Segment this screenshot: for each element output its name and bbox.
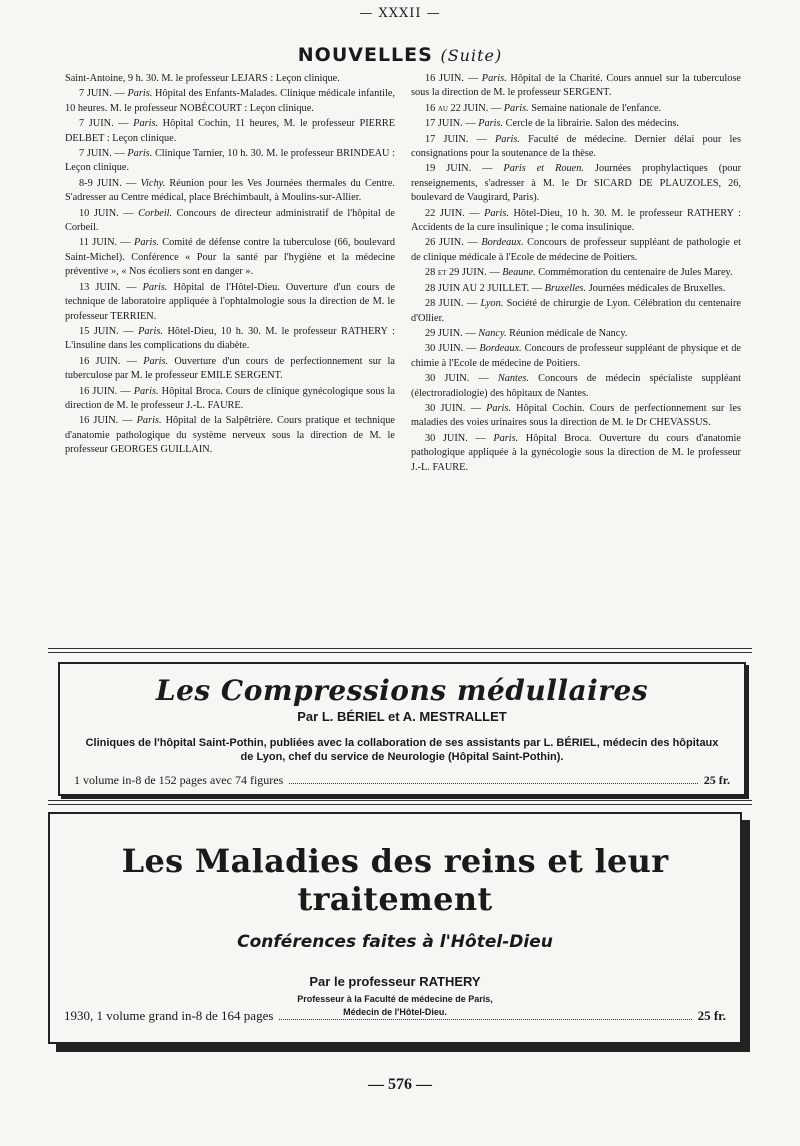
advert-authors: Par L. BÉRIEL et A. MESTRALLET [297,709,507,724]
entry-text: Hôpital Cochin, 11 heures, M. le professeur PIERRE DELBET : Leçon clinique. [65,118,395,144]
entry-city: Lyon. [480,298,504,310]
news-entry: 30 JUIN. — Bordeaux. Concours de professeur suppléant de physique et de chimie à l'Ecole de médecine de Poitiers. [411,343,741,369]
entry-city: Paris. [136,415,162,427]
entry-date: 16 JUIN. [79,385,118,397]
entry-city: Paris. [478,118,504,130]
news-entry: 11 JUIN. — Paris. Comité de défense contre la tuberculose (66, boulevard Saint-Michel). Conférence « Pour la santé par l'hygiène et la médecine préventive », « Nos écoliers sont en danger ». [65,237,395,278]
entry-date: 17 JUIN. [425,133,469,145]
entry-city: Paris et Rouen. [503,163,584,175]
entry-text: Hôpital de la Salpêtrière. Cours pratique et technique d'anatomie pathologique du système nerveux sous la direction de M. le professeur GEORGES GUILLAIN. [65,415,395,456]
entry-city: Paris. [127,88,153,100]
news-entry: 16 JUIN. — Paris. Hôpital de la Salpêtrière. Cours pratique et technique d'anatomie pathologique du système nerveux sous la direction de M. le professeur GEORGES GUILLAIN. [65,415,395,456]
left-column [65,72,395,642]
entry-text: Réunion médicale de Nancy. [506,327,628,339]
entry-text: Comité de défense contre la tuberculose (66, boulevard Saint-Michel). Conférence « Pour la santé par l'hygiène et la médecine préventive », « Nos écoliers sont en danger ». [65,237,395,278]
entry-text: Hôpital Cochin. Cours de perfectionnement sur les maladies des voies urinaires sous la direction de M. le Dr CHEVASSUS. [411,402,741,429]
entry-date: 11 JUIN. [79,237,118,249]
news-entry: 16 JUIN. — Paris. Ouverture d'un cours de perfectionnement sur la tuberculose par M. le professeur EMILE SERGENT. [65,355,395,382]
entry-city: Paris. [493,432,519,444]
entry-date: 28 JUIN. [425,298,464,310]
advert-title: Les Maladies des reins et leur traitement [121,842,669,918]
advert-compressions [58,662,746,796]
advert-volume: 1930, 1 volume grand in-8 de 164 pages [64,1008,274,1023]
entry-date: 22 JUIN. [425,207,465,219]
news-entry: 30 JUIN. — Paris. Hôpital Cochin. Cours de perfectionnement sur les maladies des voies urinaires sous la direction de M. le Dr CHEVASSUS. [411,402,741,429]
entry-city: Paris. [143,355,169,367]
entry-text: Commémoration du centenaire de Jules Marey. [535,267,733,279]
section-title-suffix: (Suite) [440,46,503,65]
entry-text: Hôpital des Enfants-Malades. Clinique médicale infantile, 10 heures. M. le professeur NOBÉCOURT : Leçon clinique. [65,88,395,114]
news-entry: 30 JUIN. — Nantes. Concours de médecin spécialiste suppléant (électroradiologie) des hôpitaux de Nantes. [411,373,741,399]
advert-subtitle: Conférences faites à l'Hôtel-Dieu [237,932,553,952]
news-entry: 17 JUIN. — Paris. Cercle de la librairie. Salon des médecins. [425,118,679,130]
advert-price-line [74,773,730,788]
news-entry: 16 JUIN. — Paris. Hôpital de la Charité. Cours annuel sur la tuberculose sous la direction de M. le professeur SERGENT. [411,73,741,99]
entry-text: Hôtel-Dieu, 10 h. 30. M. le professeur RATHERY : L'insuline dans les complications du diabète. [65,325,395,352]
entry-date: 29 JUIN. [425,327,463,339]
entry-city: Paris. [486,402,511,414]
section-title [0,44,800,66]
news-entry: 28 JUIN. — Lyon. Société de chirurgie de Lyon. Célébration du centenaire d'Ollier. [411,298,741,324]
entry-text: Concours de médecin spécialiste suppléant (électroradiologie) des hôpitaux de Nantes. [411,373,741,399]
news-entry: 26 JUIN. — Bordeaux. Concours de professeur suppléant de pathologie et de clinique médicale à l'Ecole de médecine de Poitiers. [411,237,741,263]
news-entry: 29 JUIN. — Nancy. Réunion médicale de Nancy. [425,327,628,339]
entry-city: Nantes. [497,373,530,385]
news-entry: 16 JUIN. — Paris. Hôpital Broca. Cours de clinique gynécologique sous la direction de M. le professeur J.-L. FAURE. [65,385,395,411]
entry-date: 30 JUIN. [425,373,470,385]
entry-text: Journées prophylactiques (pour renseignements, s'adresser à M. le Dr SICARD DE PLAUZOLES, 26, boulevard de Vaugirard, Paris). [411,163,741,204]
news-entry: 28 JUIN AU 2 JUILLET. — Bruxelles. Journées médicales de Bruxelles. [425,282,726,294]
affiliation-line: Médecin de l'Hôtel-Dieu. [343,1007,447,1017]
entry-text: Hôpital Broca. Cours de clinique gynécologique sous la direction de M. le professeur J.-L. FAURE. [65,385,395,411]
entry-city: Paris. [503,102,529,114]
entry-city: Paris. [138,325,163,337]
entry-text: Hôtel-Dieu, 10 h. 30. M. le professeur RATHERY : Accidents de la cure insulinique ; le coma insulinique. [411,207,741,234]
entry-city: Beaune. [502,267,536,279]
entry-date: 16 au 22 JUIN. [425,102,489,114]
divider-rule [48,648,752,653]
entry-city: Corbeil. [138,207,173,219]
entry-text: Faculté de médecine. Dernier délai pour les consignations pour la soutenance de la thèse. [411,133,741,160]
entry-date: 10 JUIN. [79,207,119,219]
entry-city: Paris. [484,207,509,219]
entry-city: Vichy. [140,177,166,189]
entry-city: Paris. [127,148,153,160]
entry-text: Société de chirurgie de Lyon. Célébration du centenaire d'Ollier. [411,298,741,324]
section-title-text: NOUVELLES [297,44,433,66]
news-entry: 19 JUIN. — Paris et Rouen. Journées prophylactiques (pour renseignements, s'adresser à M. le Dr SICARD DE PLAUZOLES, 26, boulevard de Vaugirard, Paris). [411,163,741,204]
news-entry: 13 JUIN. — Paris. Hôpital de l'Hôtel-Dieu. Ouverture d'un cours de technique de laboratoire appliquée à l'ophtalmologie sous la direction de M. le professeur TERRIEN. [65,281,395,322]
advert-description: Cliniques de l'hôpital Saint-Pothin, publiées avec la collaboration de ses assistants par L. BÉRIEL, médecin des hôpitaux de Lyon, chef du service de Neurologie (Hôpital Saint-Pothin). [85,737,719,763]
entry-text: Saint-Antoine, 9 h. 30. M. le professeur LEJARS : Leçon clinique. [65,73,340,84]
entry-text: Réunion pour les Ves Journées thermales du Centre. S'adresser au Centre médical, place Bréchimbault, à Moulins-sur-Allier. [65,177,395,204]
entry-date: 30 JUIN. [425,432,468,444]
entry-date: 7 JUIN. [79,148,112,160]
advert-maladies-reins [48,812,742,1044]
entry-text: Hôpital de l'Hôtel-Dieu. Ouverture d'un cours de technique de laboratoire appliquée à l'ophtalmologie sous la direction de M. le professeur TERRIEN. [65,281,395,322]
entry-city: Bordeaux. [481,237,524,249]
divider-rule [48,800,752,805]
entry-city: Paris. [133,385,159,397]
entry-date: 16 JUIN. [79,355,121,367]
news-entry [65,72,395,86]
entry-text: Clinique Tarnier, 10 h. 30. M. le professeur BRINDEAU : Leçon clinique. [65,148,396,174]
entry-date: 7 JUIN. [79,88,112,100]
entry-city: Paris. [134,237,159,249]
entry-date: 28 et 29 JUIN. [425,267,487,279]
advert-volume: 1 volume in-8 de 152 pages avec 74 figures [74,773,284,787]
entry-city: Paris. [481,73,507,84]
entry-text: Hôpital Broca. Ouverture du cours d'anatomie pathologique appliquée à la gynécologie sous la direction de M. le professeur J.-L. FAURE. [411,432,741,473]
entry-text: Ouverture d'un cours de perfectionnement sur la tuberculose par M. le professeur EMILE SERGENT. [65,355,395,382]
leader-dots [279,1008,691,1020]
page-number: — 576 — [368,1076,432,1093]
news-entry: 30 JUIN. — Paris. Hôpital Broca. Ouverture du cours d'anatomie pathologique appliquée à la gynécologie sous la direction de M. le professeur J.-L. FAURE. [411,432,741,473]
entry-city: Paris. [142,281,168,293]
entry-date: 26 JUIN. [425,237,464,249]
entry-text: Hôpital de la Charité. Cours annuel sur la tuberculose sous la direction de M. le professeur SERGENT. [411,73,741,99]
entry-text: Concours de professeur suppléant de physique et de chimie à l'Ecole de médecine de Poitiers. [411,343,741,369]
entry-text: Semaine nationale de l'enfance. [528,102,662,114]
entry-date: 16 JUIN. [425,73,464,84]
news-entry: 7 JUIN. — Paris. Clinique Tarnier, 10 h. 30. M. le professeur BRINDEAU : Leçon clinique. [65,148,396,174]
entry-city: Paris. [133,118,159,130]
leader-dots [289,773,697,784]
entry-text: Concours de directeur administratif de l'hôpital de Corbeil. [65,207,395,234]
entry-date: 8-9 JUIN. [79,177,122,189]
news-entry: 16 au 22 JUIN. — Paris. Semaine nationale de l'enfance. [425,102,662,114]
entry-date: 30 JUIN. [425,343,464,355]
entry-date: 19 JUIN. [425,163,472,175]
entry-city: Paris. [495,133,520,145]
entry-city: Bruxelles. [544,282,587,294]
entry-date: 17 JUIN. [425,118,463,130]
entry-date: 16 JUIN. [79,415,119,427]
affiliation-line: Professeur à la Faculté de médecine de Paris, [297,994,493,1004]
advert-author: Par le professeur RATHERY [309,974,481,989]
entry-city: Nancy. [478,327,507,339]
news-entry: 28 et 29 JUIN. — Beaune. Commémoration du centenaire de Jules Marey. [425,267,733,279]
entry-date: 7 JUIN. [79,118,114,130]
advert-title: Les Compressions médullaires [155,674,649,707]
advert-price: 25 fr. [697,1008,726,1023]
right-column [411,72,741,642]
news-entry: 7 JUIN. — Paris. Hôpital des Enfants-Malades. Clinique médicale infantile, 10 heures. M. le professeur NOBÉCOURT : Leçon clinique. [65,88,395,114]
news-entry: 22 JUIN. — Paris. Hôtel-Dieu, 10 h. 30. M. le professeur RATHERY : Accidents de la cure insulinique ; le coma insulinique. [411,207,741,234]
news-entry: 10 JUIN. — Corbeil. Concours de directeur administratif de l'hôpital de Corbeil. [65,207,395,234]
news-entry: 17 JUIN. — Paris. Faculté de médecine. Dernier délai pour les consignations pour la soutenance de la thèse. [411,133,741,160]
entry-text: Cercle de la librairie. Salon des médecins. [503,118,679,130]
news-columns [65,72,741,642]
entry-date: 13 JUIN. [79,281,121,293]
entry-date: 30 JUIN. [425,402,466,414]
page-header-roman: — XXXII — [359,6,441,21]
entry-date: 15 JUIN. [79,325,119,337]
entry-text: Journées médicales de Bruxelles. [586,282,726,294]
news-entry: 15 JUIN. — Paris. Hôtel-Dieu, 10 h. 30. M. le professeur RATHERY : L'insuline dans les complications du diabète. [65,325,395,352]
advert-price: 25 fr. [703,773,730,787]
entry-city: Bordeaux. [479,343,522,355]
entry-text: Concours de professeur suppléant de pathologie et de clinique médicale à l'Ecole de médecine de Poitiers. [411,237,741,263]
news-entry: 7 JUIN. — Paris. Hôpital Cochin, 11 heures, M. le professeur PIERRE DELBET : Leçon clinique. [65,118,395,144]
advert-price-line [64,1008,726,1024]
entry-date: 28 JUIN AU 2 JUILLET. [425,282,530,294]
news-entry: 8-9 JUIN. — Vichy. Réunion pour les Ves Journées thermales du Centre. S'adresser au Centre médical, place Bréchimbault, à Moulins-sur-Allier. [65,177,395,204]
